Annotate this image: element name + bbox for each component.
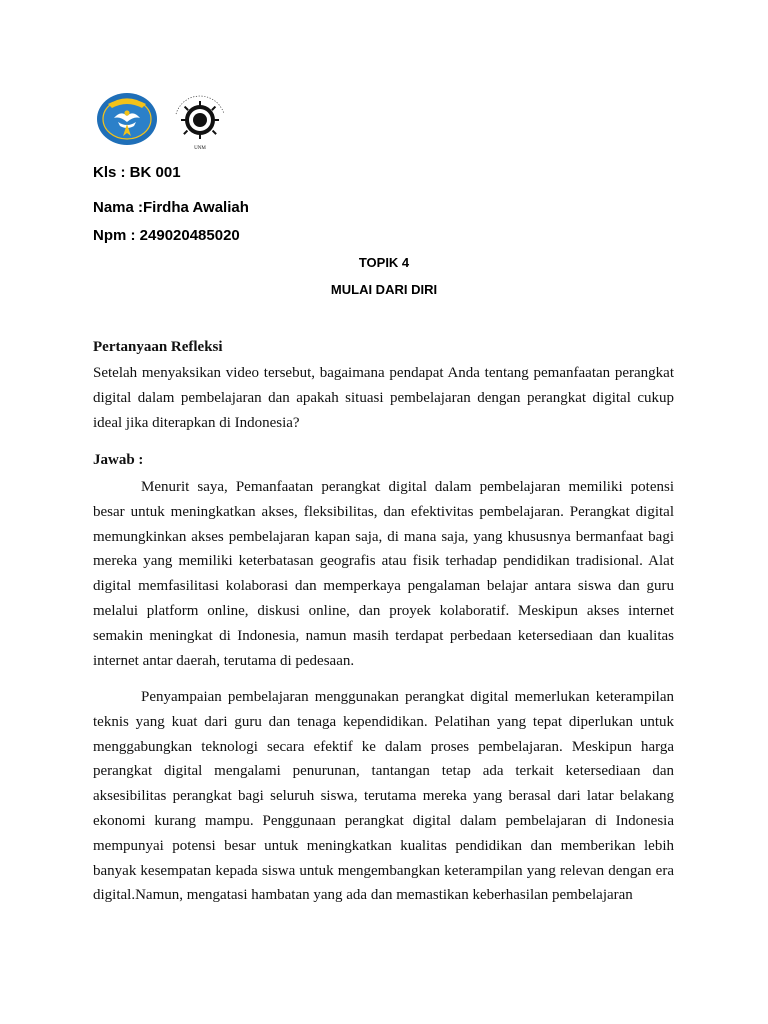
class-code: Kls : BK 001 <box>93 164 181 181</box>
reflection-question: Setelah menyaksikan video tersebut, bagaimana pendapat Anda tentang pemanfaatan perangkat digital dalam pembelajaran dan apakah situasi pembelajaran dengan perangkat digital cukup ideal jika diterapkan di Indonesia? <box>93 365 674 431</box>
student-name: Nama :Firdha Awaliah <box>93 199 249 216</box>
answer-label: Jawab : <box>93 452 144 468</box>
student-npm: Npm : 249020485020 <box>93 227 240 244</box>
answer-paragraph-1: Menurit saya, Pemanfaatan perangkat digital dalam pembelajaran memiliki potensi besar untuk meningkatkan akses, fleksibilitas, dan efektivitas pembelajaran. Perangkat digital memungkinkan akses pembelajaran kapan saja, di mana saja, yang khususnya bermanfaat bagi mereka yang memiliki keterbatasan geografis atau fisik terhadap pendidikan tradisional. Alat digital memfasilitasi kolaborasi dan memperkaya pengalaman belajar antara siswa dan guru melalui platform online, diskusi online, dan proyek kolaboratif. Meskipun akses internet semakin meningkat di Indonesia, namun masih terdapat perbedaan ketersediaan dan kualitas internet antar daerah, terutama di pedesaan. <box>93 479 674 669</box>
header-logos <box>96 92 230 152</box>
topic-title: TOPIK 4 <box>358 255 410 270</box>
unm-logo-icon <box>170 92 230 152</box>
unm-abbr-text: UNM <box>194 146 206 151</box>
answer-paragraph-2: Penyampaian pembelajaran menggunakan perangkat digital memerlukan keterampilan teknis yang kuat dari guru dan tenaga kependidikan. Pelatihan yang tepat diperlukan untuk menggabungkan teknologi secara efektif ke dalam proses pembelajaran. Meskipun harga perangkat digital mengalami penurunan, tantangan tetap ada terkait ketersediaan dan aksesibilitas perangkat bagi seluruh siswa, terutama mereka yang berasal dari latar belakang ekonomi kurang mampu. Penggunaan perangkat digital dalam pembelajaran di Indonesia mempunyai potensi besar untuk meningkatkan kualitas pendidikan dan memberikan lebih banyak kesempatan kepada siswa untuk mengembangkan keterampilan yang relevan dengan era digital.Namun, mengatasi hambatan yang ada dan memastikan keberhasilan pembelajaran <box>93 689 674 904</box>
kemendikbud-logo-icon <box>96 92 158 146</box>
reflection-heading: Pertanyaan Refleksi <box>93 339 223 355</box>
topic-subtitle: MULAI DARI DIRI <box>330 282 438 297</box>
